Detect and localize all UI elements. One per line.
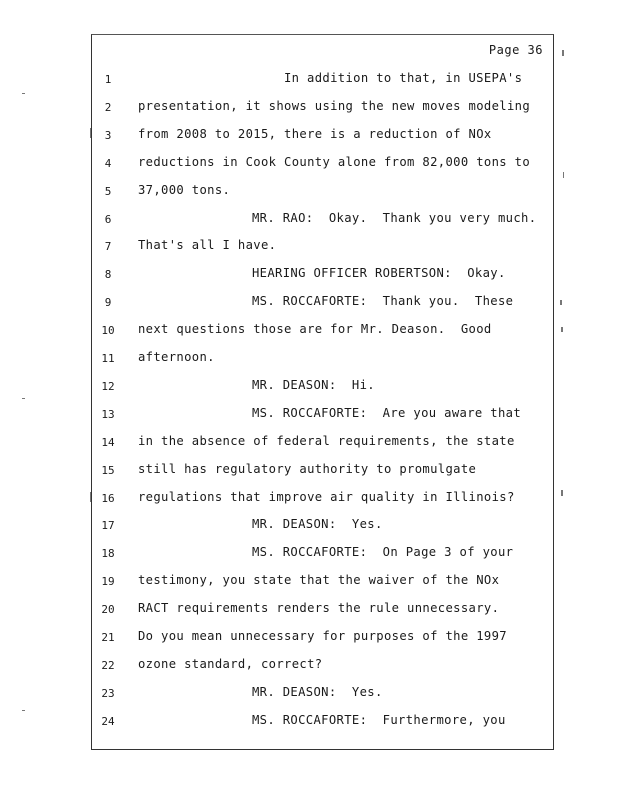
line-number: 2 [104, 100, 112, 114]
line-number: 24 [101, 714, 115, 728]
line-number: 13 [101, 407, 115, 421]
line-text: MS. ROCCAFORTE: Thank you. These [252, 294, 514, 309]
margin-mark [22, 93, 25, 94]
line-number: 3 [104, 128, 112, 142]
transcript-line [92, 127, 553, 147]
line-number: 17 [101, 519, 115, 533]
margin-mark [563, 172, 564, 178]
line-number: 23 [101, 686, 115, 700]
line-text: MR. RAO: Okay. Thank you very much. [252, 210, 537, 225]
transcript-line [92, 99, 553, 119]
line-text: Do you mean unnecessary for purposes of the 1997 [138, 629, 507, 643]
transcript-line [92, 434, 553, 454]
line-text: regulations that improve air quality in Illinois? [138, 489, 515, 504]
line-number: 20 [101, 603, 115, 617]
margin-mark [561, 327, 563, 332]
margin-mark [90, 128, 91, 138]
transcript-line [92, 713, 553, 733]
line-text: MS. ROCCAFORTE: Are you aware that [252, 405, 522, 420]
transcript-line [92, 462, 553, 482]
line-text: next questions those are for Mr. Deason. Good [138, 322, 492, 337]
line-text: from 2008 to 2015, there is a reduction of NOx [138, 126, 492, 141]
line-text: MS. ROCCAFORTE: Furthermore, you [252, 712, 506, 727]
transcript-line [92, 545, 553, 565]
line-number: 4 [104, 156, 112, 170]
transcript-line [92, 155, 553, 175]
line-number: 8 [104, 268, 112, 282]
margin-mark [22, 398, 25, 399]
line-number: 11 [101, 352, 115, 365]
line-number: 12 [101, 379, 115, 393]
line-text: reductions in Cook County alone from 82,000 tons to [138, 154, 531, 169]
line-number: 16 [101, 491, 115, 505]
line-number: 21 [101, 631, 115, 644]
line-number: 15 [101, 463, 115, 477]
transcript-line [92, 266, 553, 286]
transcript-line [92, 629, 553, 649]
margin-mark [22, 710, 25, 711]
line-number: 1 [104, 73, 112, 86]
line-number: 19 [101, 575, 115, 589]
line-text: MR. DEASON: Yes. [252, 684, 383, 699]
transcript-line [92, 657, 553, 677]
margin-mark [560, 300, 562, 305]
line-text: MS. ROCCAFORTE: On Page 3 of your [252, 545, 514, 560]
line-text: RACT requirements renders the rule unnecessary. [138, 601, 500, 616]
transcript-line [92, 573, 553, 593]
transcript-line [92, 517, 553, 537]
transcript-line [92, 685, 553, 705]
transcript-line [92, 71, 553, 91]
line-text: MR. DEASON: Yes. [252, 517, 383, 532]
transcript-line [92, 490, 553, 510]
line-text: testimony, you state that the waiver of the NOx [138, 573, 500, 588]
transcript-line [92, 183, 553, 203]
line-number: 9 [104, 296, 112, 310]
transcript-line [92, 378, 553, 398]
line-number: 7 [104, 240, 112, 254]
line-text: ozone standard, correct? [138, 656, 323, 671]
line-number: 10 [101, 324, 115, 338]
transcript-line [92, 294, 553, 314]
transcript-line [92, 350, 553, 370]
transcript-line [92, 322, 553, 342]
transcript-line [92, 406, 553, 426]
line-text: in the absence of federal requirements, the state [138, 433, 515, 448]
margin-mark [562, 50, 564, 56]
transcript-page [91, 34, 554, 750]
line-text: presentation, it shows using the new moves modeling [138, 98, 531, 113]
line-text: In addition to that, in USEPA's [284, 71, 523, 85]
line-text: still has regulatory authority to promulgate [138, 461, 477, 476]
line-text: That's all I have. [138, 238, 277, 253]
line-number: 6 [104, 212, 112, 226]
line-text: afternoon. [138, 350, 215, 364]
line-text: HEARING OFFICER ROBERTSON: Okay. [252, 266, 506, 281]
line-text: MR. DEASON: Hi. [252, 377, 375, 392]
transcript-line [92, 601, 553, 621]
line-number: 22 [101, 658, 115, 672]
line-number: 14 [101, 435, 115, 449]
transcript-line [92, 211, 553, 231]
transcript-line [92, 238, 553, 258]
line-number: 5 [104, 184, 112, 198]
page-number: Page 36 [488, 43, 543, 57]
line-number: 18 [101, 547, 115, 561]
margin-mark [561, 490, 563, 496]
margin-mark [90, 492, 91, 502]
line-text: 37,000 tons. [138, 182, 231, 197]
